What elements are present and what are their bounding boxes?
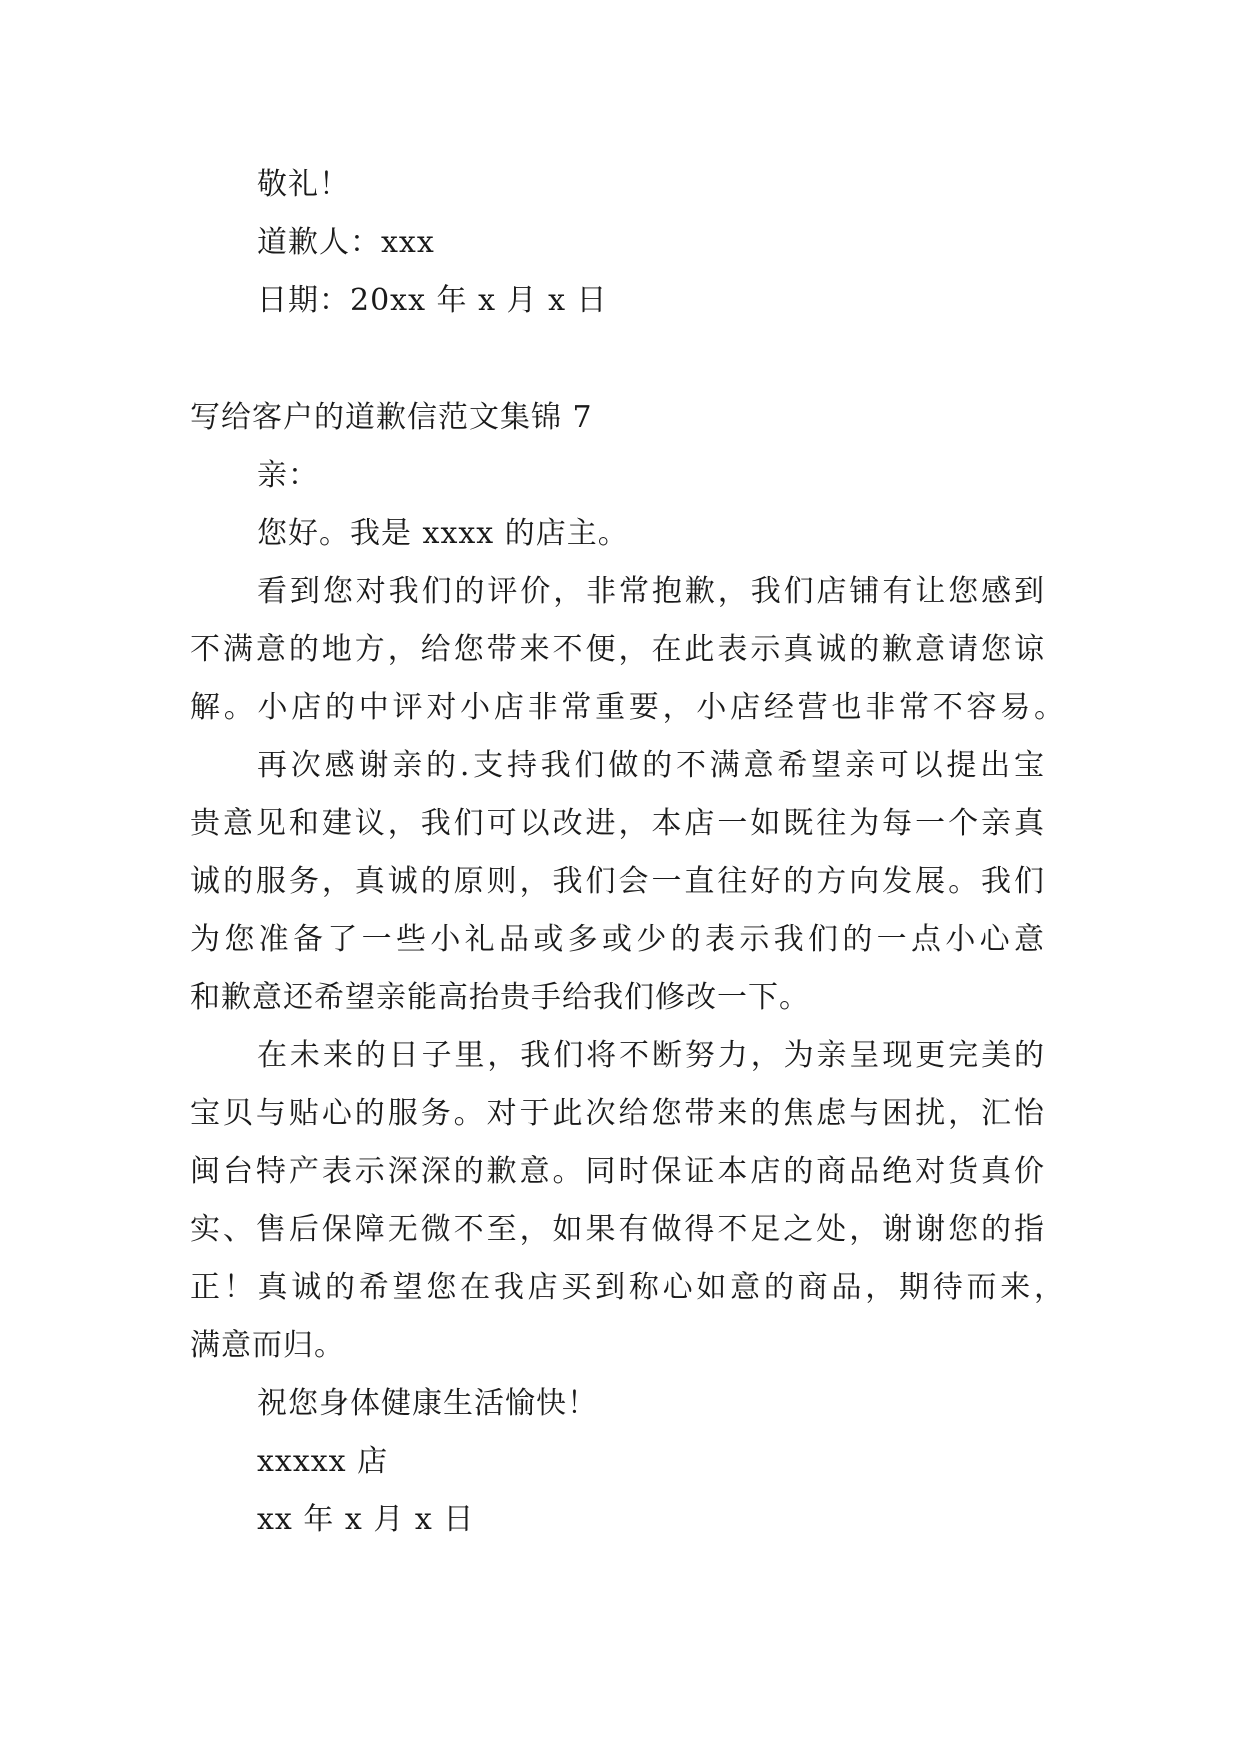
para2-line-2: 贵意见和建议，我们可以改进，本店一如既往为每一个亲真 (190, 806, 1045, 841)
para2-line-3: 诚的服务，真诚的原则，我们会一直往好的方向发展。我们 (190, 864, 1045, 899)
signer-line: 道歉人：xxx (257, 225, 435, 260)
para1-line-3: 解。小店的中评对小店非常重要，小店经营也非常不容易。 (190, 690, 1065, 725)
shop-signature: xxxxx 店 (257, 1444, 389, 1479)
salute-line: 敬礼！ (257, 167, 350, 202)
para1-line-2: 不满意的地方，给您带来不便，在此表示真诚的歉意请您谅 (190, 632, 1045, 667)
para3-line-1: 在未来的日子里，我们将不断努力，为亲呈现更完美的 (257, 1038, 1045, 1073)
para3-line-2: 宝贝与贴心的服务。对于此次给您带来的焦虑与困扰，汇怡 (190, 1096, 1045, 1131)
section-title: 写给客户的道歉信范文集锦 7 (190, 400, 593, 435)
para2-line-4: 为您准备了一些小礼品或多或少的表示我们的一点小心意 (190, 922, 1045, 957)
para3-line-4: 实、售后保障无微不至，如果有做得不足之处，谢谢您的指 (190, 1212, 1045, 1247)
para3-line-5: 正！真诚的希望您在我店买到称心如意的商品，期待而来， (190, 1270, 1065, 1305)
para1-line-1: 看到您对我们的评价，非常抱歉，我们店铺有让您感到 (257, 574, 1045, 609)
para2-line-1: 再次感谢亲的.支持我们做的不满意希望亲可以提出宝 (257, 748, 1045, 783)
greeting-line: 亲： (257, 458, 319, 493)
intro-line: 您好。我是 xxxx 的店主。 (257, 516, 629, 551)
wish-line: 祝您身体健康生活愉快！ (257, 1386, 598, 1421)
para3-line-6: 满意而归。 (190, 1328, 345, 1363)
para3-line-3: 闽台特产表示深深的歉意。同时保证本店的商品绝对货真价 (190, 1154, 1045, 1189)
closing-date: xx 年 x 月 x 日 (257, 1502, 475, 1537)
date-line: 日期：20xx 年 x 月 x 日 (257, 283, 608, 318)
para2-line-5: 和歉意还希望亲能高抬贵手给我们修改一下。 (190, 980, 810, 1015)
